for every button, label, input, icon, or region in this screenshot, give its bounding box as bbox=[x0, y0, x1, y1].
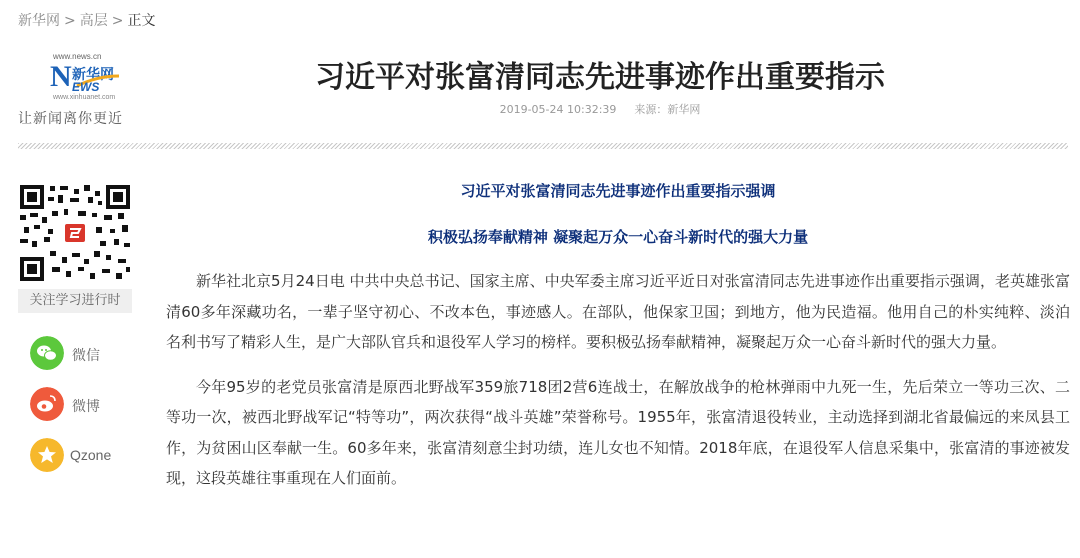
share-wechat-label: 微信 bbox=[72, 348, 100, 364]
breadcrumb-current: 正文 bbox=[127, 13, 156, 29]
xinhua-logo[interactable] bbox=[20, 52, 140, 128]
qr-caption: 关注学习进行时 bbox=[18, 289, 132, 313]
logo-ews: EWS bbox=[72, 80, 100, 94]
breadcrumb-separator: > bbox=[64, 13, 76, 29]
logo-slogan: 让新闻离你更近 bbox=[18, 111, 123, 127]
logo-url-text: www.news.cn bbox=[53, 52, 102, 61]
article-body bbox=[166, 180, 1070, 494]
share-weibo-button[interactable] bbox=[28, 387, 138, 421]
share-wechat-button[interactable] bbox=[28, 336, 138, 370]
article-subheading-secondary: 积极弘扬奉献精神 凝聚起万众一心奋斗新时代的强大力量 bbox=[427, 228, 809, 246]
qr-code-block bbox=[18, 183, 132, 313]
wechat-icon bbox=[30, 336, 64, 370]
breadcrumb-link-leaders[interactable]: 高层 bbox=[79, 13, 108, 29]
article-meta bbox=[150, 101, 1050, 117]
share-weibo-label: 微博 bbox=[72, 399, 100, 415]
qr-code-icon bbox=[18, 183, 132, 283]
share-list bbox=[28, 336, 138, 489]
article-subheading: 习近平对张富清同志先进事迹作出重要指示强调 bbox=[460, 182, 776, 200]
weibo-icon bbox=[30, 387, 64, 421]
article-paragraph: 新华社北京5月24日电 中共中央总书记、国家主席、中央军委主席习近平近日对张富清同志先进事迹作出重要指示强调，老英雄张富清60多年深藏功名，一辈子坚守初心、不改本色，事迹感人。在部队，他保家卫国；到地方，他为民造福。他用自己的朴实纯粹、淡泊名利书写了精彩人生，是广大部队官兵和退役军人学习的榜样。要积极弘扬奉献精神，凝聚起万众一心奋斗新时代的强大力量。 bbox=[166, 272, 1070, 351]
share-qzone-label: Qzone bbox=[70, 447, 112, 463]
article-paragraph: 今年95岁的老党员张富清是原西北野战军359旅718团2营6连战士，在解放战争的枪林弹雨中九死一生，先后荣立一等功三次、二等功一次，被西北野战军记“特等功”，两次获得“战斗英雄”荣誉称号。1955年，张富清退役转业，主动选择到湖北省最偏远的来凤县工作，为贫困山区奉献一生。60多年来，张富清刻意尘封功绩，连儿女也不知情。2018年底，在退役军人信息采集中，张富清的事迹被发现，这段英雄往事重现在人们面前。 bbox=[166, 377, 1070, 487]
breadcrumb bbox=[18, 10, 155, 30]
share-qzone-button[interactable] bbox=[28, 438, 138, 472]
breadcrumb-link-home[interactable]: 新华网 bbox=[18, 13, 60, 29]
article-source: 来源：新华网 bbox=[634, 103, 701, 116]
logo-letter: N bbox=[50, 60, 72, 93]
publish-date: 2019-05-24 10:32:39 bbox=[499, 103, 617, 116]
qzone-icon bbox=[30, 438, 64, 472]
logo-name: 新华网 bbox=[72, 67, 114, 83]
article-title: 习近平对张富清同志先进事迹作出重要指示 bbox=[315, 60, 885, 95]
header-divider bbox=[18, 143, 1068, 149]
logo-site-text: www.xinhuanet.com bbox=[53, 94, 116, 101]
breadcrumb-separator: > bbox=[111, 13, 124, 29]
